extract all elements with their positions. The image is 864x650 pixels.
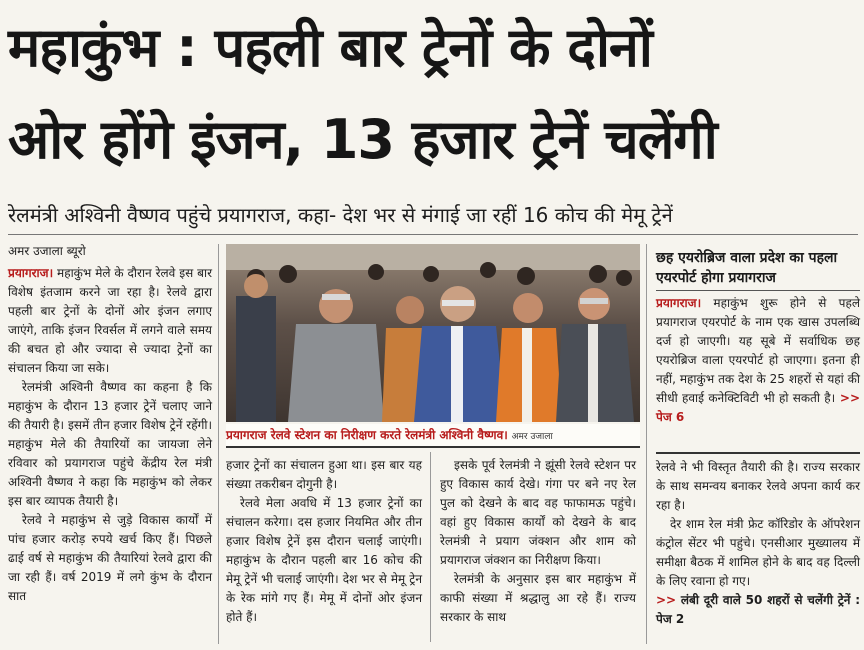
article-column-2 <box>226 456 422 627</box>
side-story-dateline: प्रयागराज। <box>656 296 702 310</box>
column-2-paragraph-2: रेलवे मेला अवधि में 13 हजार ट्रेनों का संचालन करेगा। दस हजार नियमित और तीन हजार विशेष ट्रेनें इस दौरान चलाई जाएंगी। महाकुंभ के दौरान पहली बार 16 कोच की मेमू ट्रेनें भी चलाई जाएंगी। देश भर से मेमू ट्रेन के रेक मांगे गए हैं। मेमू में दोनों ओर इंजन होते हैं। <box>226 496 422 624</box>
column-2-paragraph-1: हजार ट्रेनों का संचालन हुआ था। इस बार यह संख्या तकरीबन दोगुनी है। <box>226 458 422 491</box>
side-story-divider <box>656 290 860 291</box>
news-photo <box>226 244 640 422</box>
side-story-bottom-rule <box>656 452 860 454</box>
column-1-paragraph-2: रेलमंत्री अश्विनी वैष्णव का कहना है कि महाकुंभ के दौरान 13 हजार ट्रेनें चलाए जाने की तैयारी है। इसमें तीन हजार विशेष ट्रेनें रहेंगी। महाकुंभ मेले की तैयारियों का जायजा लेने रविवार को प्रयागराज पहुंचे केंद्रीय रेल मंत्री अश्विनी वैष्णव ने कहा कि महाकुंभ को लेकर इस बार व्यापक तैयारी है। <box>8 380 212 508</box>
dateline: प्रयागराज। <box>8 266 54 280</box>
side-story-text: महाकुंभ शुरू होने से पहले प्रयागराज एयरपोर्ट के नाम एक खास उपलब्धि दर्ज हो जाएगी। यह सूबे में सर्वाधिक छह एयरोब्रिज वाला एयरपोर्ट हो जाएगा। इतना ही नहीं, महाकुंभ तक देश के 25 शहरों से यहां की सीधी हवाई कनेक्टिविटी भी हो सकती है। <box>656 296 860 405</box>
headline-line-1: महाकुंभ : पहली बार ट्रेनों के दोनों <box>8 16 652 79</box>
byline: अमर उजाला ब्यूरो <box>8 244 86 258</box>
column-4-paragraph-1: रेलवे ने भी विस्तृत तैयारी की है। राज्य सरकार के साथ समन्वय बनाकर रेलवे अपना कार्य कर रहा है। <box>656 460 860 512</box>
article-column-1 <box>8 264 212 606</box>
jump-marker: >> <box>656 593 677 607</box>
photo-caption <box>226 424 640 448</box>
subheadline: रेलमंत्री अश्विनी वैष्णव पहुंचे प्रयागराज, कहा- देश भर से मंगाई जा रहीं 16 कोच की मेमू ट्रेनें <box>8 203 673 227</box>
side-story-body <box>656 294 860 427</box>
column-1-paragraph-1: महाकुंभ मेले के दौरान रेलवे इस बार विशेष इंतजाम करने जा रहा है। रेलवे द्वारा पहली बार ट्रेनों के दोनों ओर इंजन लगाए जाएंगे, ताकि इंजन रिवर्सल में लगने वाले समय की बचत हो और ज्यादा से ज्यादा ट्रेनों का संचालन किया जा सके। <box>8 266 212 375</box>
side-story-heading: छह एयरोब्रिज वाला प्रदेश का पहला एयरपोर्ट होगा प्रयागराज <box>656 250 838 286</box>
photo-credit: अमर उजाला <box>511 432 553 442</box>
headline-line-2: ओर होंगे इंजन, 13 हजार ट्रेनें चलेंगी <box>8 108 717 171</box>
jump-link[interactable]: लंबी दूरी वाले 50 शहरों से चलेंगी ट्रेनें : पेज 2 <box>656 593 860 626</box>
subhead-divider <box>8 234 858 235</box>
news-photo-illustration <box>226 244 640 422</box>
column-divider <box>218 244 219 644</box>
photo-caption-text: प्रयागराज रेलवे स्टेशन का निरीक्षण करते रेलमंत्री अश्विनी वैष्णव। <box>226 428 508 442</box>
column-divider <box>430 452 431 642</box>
article-column-4 <box>656 458 860 629</box>
column-4-paragraph-2: देर शाम रेल मंत्री फ्रेट कॉरिडोर के ऑपरेशन कंट्रोल सेंटर भी पहुंचे। एनसीआर मुख्यालय में समीक्षा बैठक में शामिल होने के बाद वह दिल्ली के लिए रवाना हो गए। <box>656 517 860 588</box>
column-3-paragraph-1: इसके पूर्व रेलमंत्री ने झूंसी रेलवे स्टेशन पर हुए विकास कार्य देखे। गंगा पर बने नए रेल पुल को देखने के बाद वह फाफामऊ पहुंचे। वहां हुए विकास कार्यों को देखने के बाद रेलमंत्री ने प्रयाग जंक्शन और शाम को प्रयागराज जंक्शन का निरीक्षण किया। <box>440 458 636 567</box>
article-column-3 <box>440 456 636 627</box>
column-divider <box>646 244 647 644</box>
side-story-jump-link[interactable]: >> पेज 6 <box>656 391 860 424</box>
column-3-paragraph-2: रेलमंत्री के अनुसार इस बार महाकुंभ में काफी संख्या में श्रद्धालु आ रहे हैं। राज्य सरकार के साथ <box>440 572 636 624</box>
column-1-paragraph-3: रेलवे ने महाकुंभ से जुड़े विकास कार्यों में पांच हजार करोड़ रुपये खर्च किए हैं। पिछले ढाई वर्ष से महाकुंभ की तैयारियां रेलवे द्वारा की जा रही हैं। वर्ष 2019 में लगे कुंभ के दौरान सात <box>8 513 212 603</box>
